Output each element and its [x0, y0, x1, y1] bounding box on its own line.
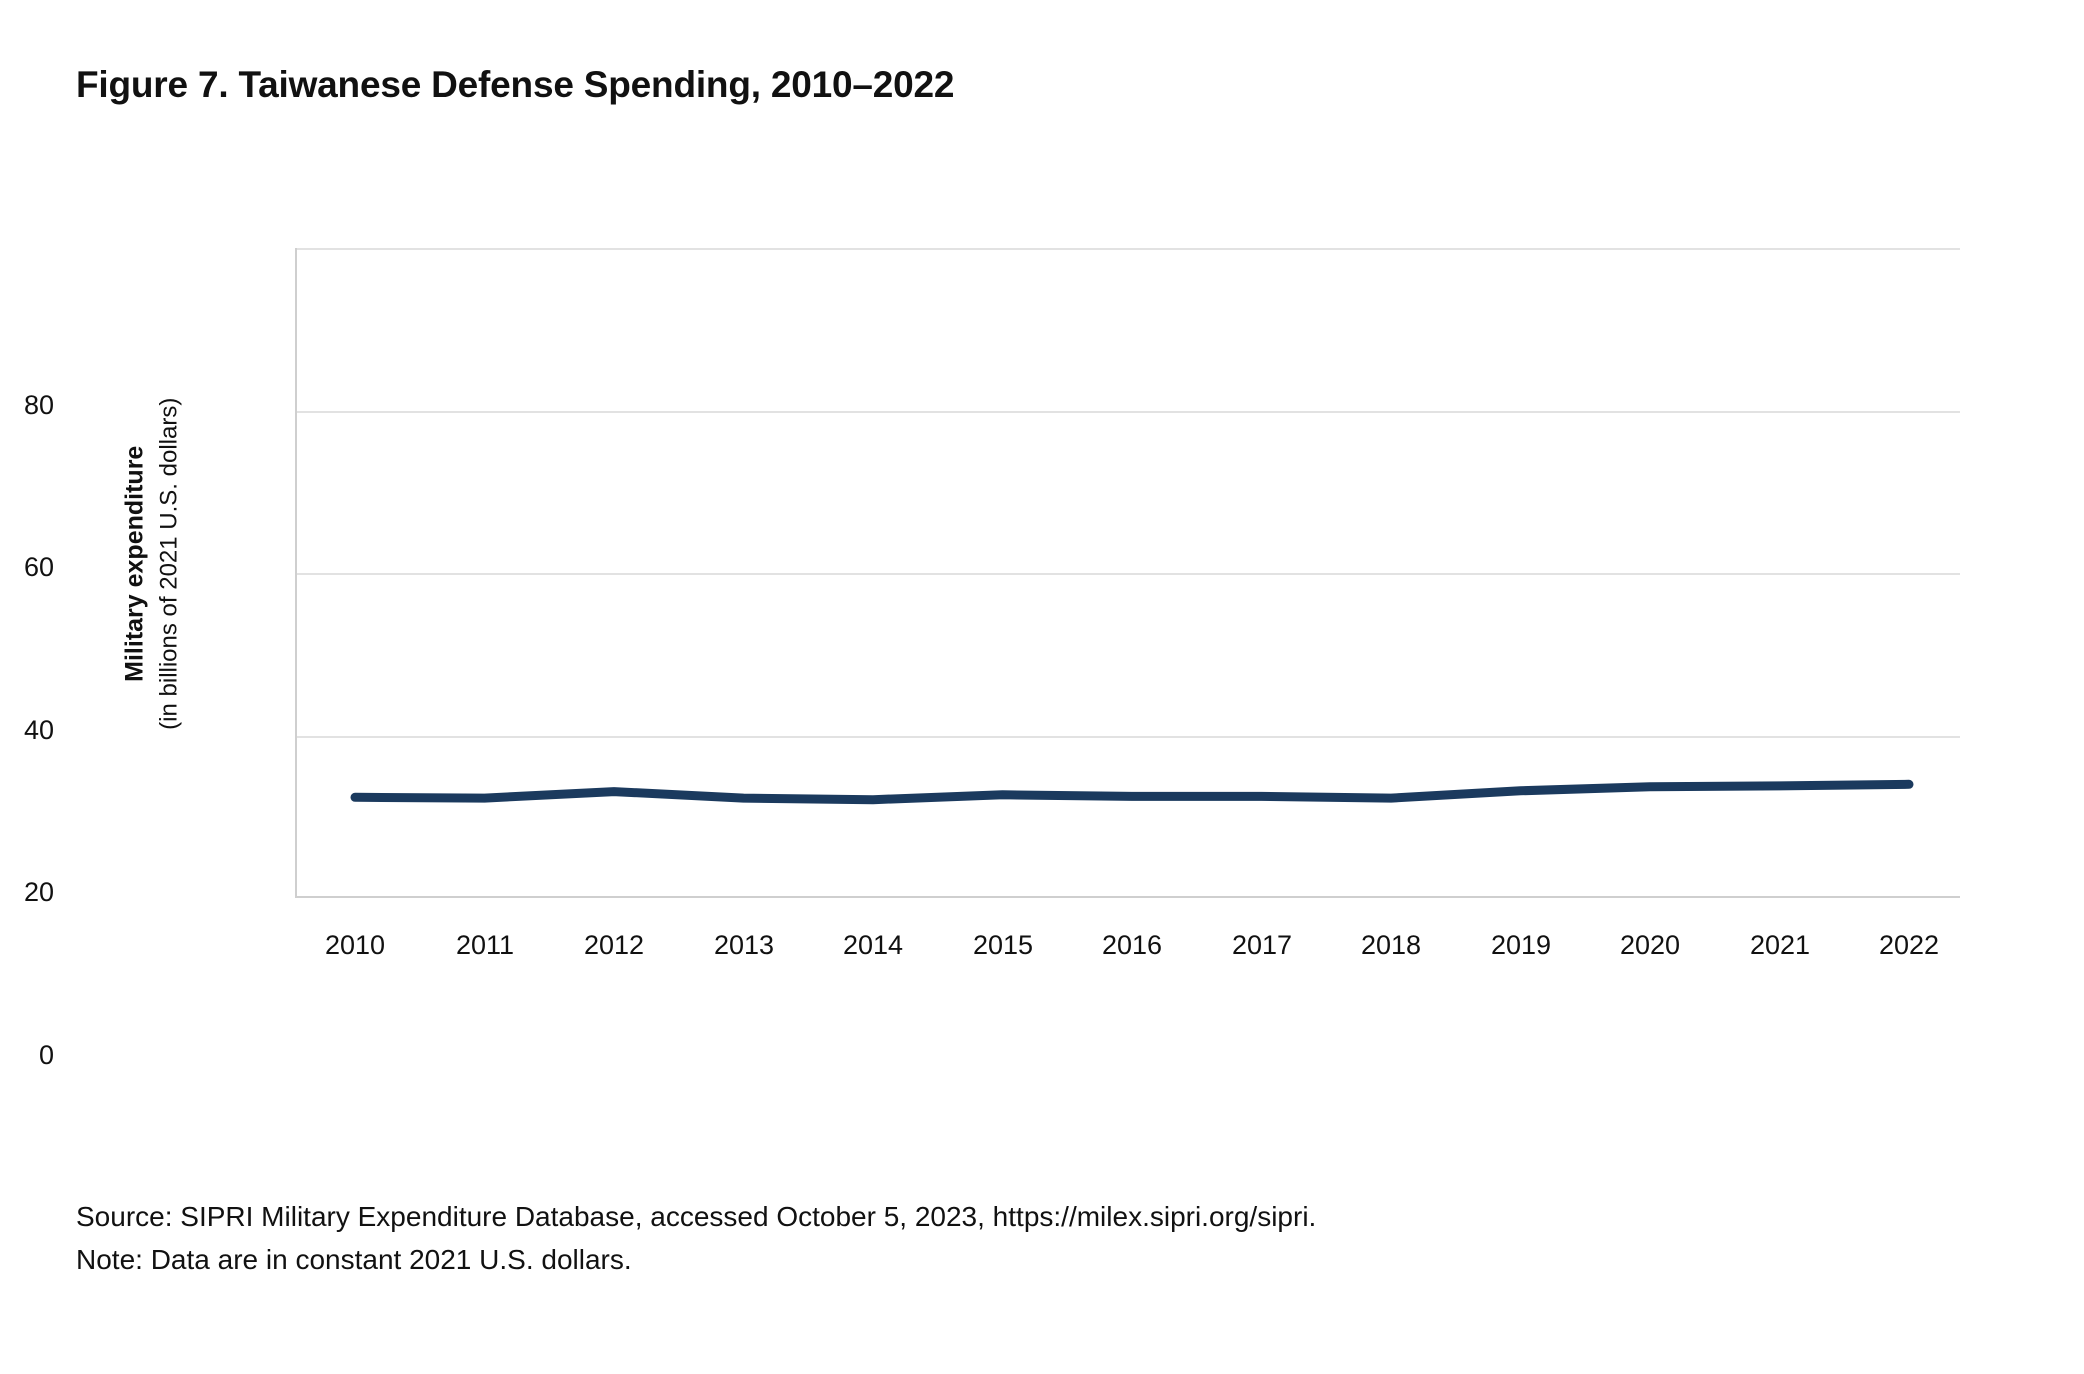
x-tick-label-2018: 2018 [1360, 930, 1422, 960]
x-tick-label-2010: 2010 [324, 930, 386, 960]
y-axis-title-sub: (in billions of 2021 U.S. dollars) [155, 397, 182, 730]
y-tick-label-0: 0 [38, 1040, 54, 1070]
y-tick-label-60: 60 [23, 552, 54, 582]
note-line: Note: Data are in constant 2021 U.S. dollars. [76, 1244, 632, 1276]
page-title: Figure 7. Taiwanese Defense Spending, 2010–2022 [76, 64, 955, 105]
x-tick-label-2011: 2011 [455, 930, 515, 960]
plot-area [295, 248, 1960, 898]
y-tick-label-40: 40 [23, 715, 54, 745]
x-tick-label-2016: 2016 [1101, 930, 1163, 960]
y-axis-title-main: Military expenditure [120, 445, 149, 682]
source-line: Source: SIPRI Military Expenditure Database, accessed October 5, 2023, https://milex.sipri.org/sipri. [76, 1201, 1317, 1232]
x-tick-label-2021: 2021 [1749, 930, 1811, 960]
series-line-taiwan [295, 248, 1960, 898]
x-tick-label-2015: 2015 [972, 930, 1034, 960]
y-axis-title [118, 354, 186, 774]
source-note-block [76, 1195, 1316, 1282]
x-tick-label-2013: 2013 [713, 930, 775, 960]
x-tick-label-2017: 2017 [1231, 930, 1293, 960]
x-tick-label-2020: 2020 [1619, 930, 1681, 960]
y-tick-label-80: 80 [23, 390, 54, 420]
x-tick-label-2012: 2012 [583, 930, 645, 960]
y-tick-label-20: 20 [23, 877, 54, 907]
x-tick-label-2019: 2019 [1490, 930, 1552, 960]
x-tick-label-2014: 2014 [842, 930, 904, 960]
x-tick-label-2022: 2022 [1878, 930, 1940, 960]
chart-container [0, 160, 2084, 1140]
